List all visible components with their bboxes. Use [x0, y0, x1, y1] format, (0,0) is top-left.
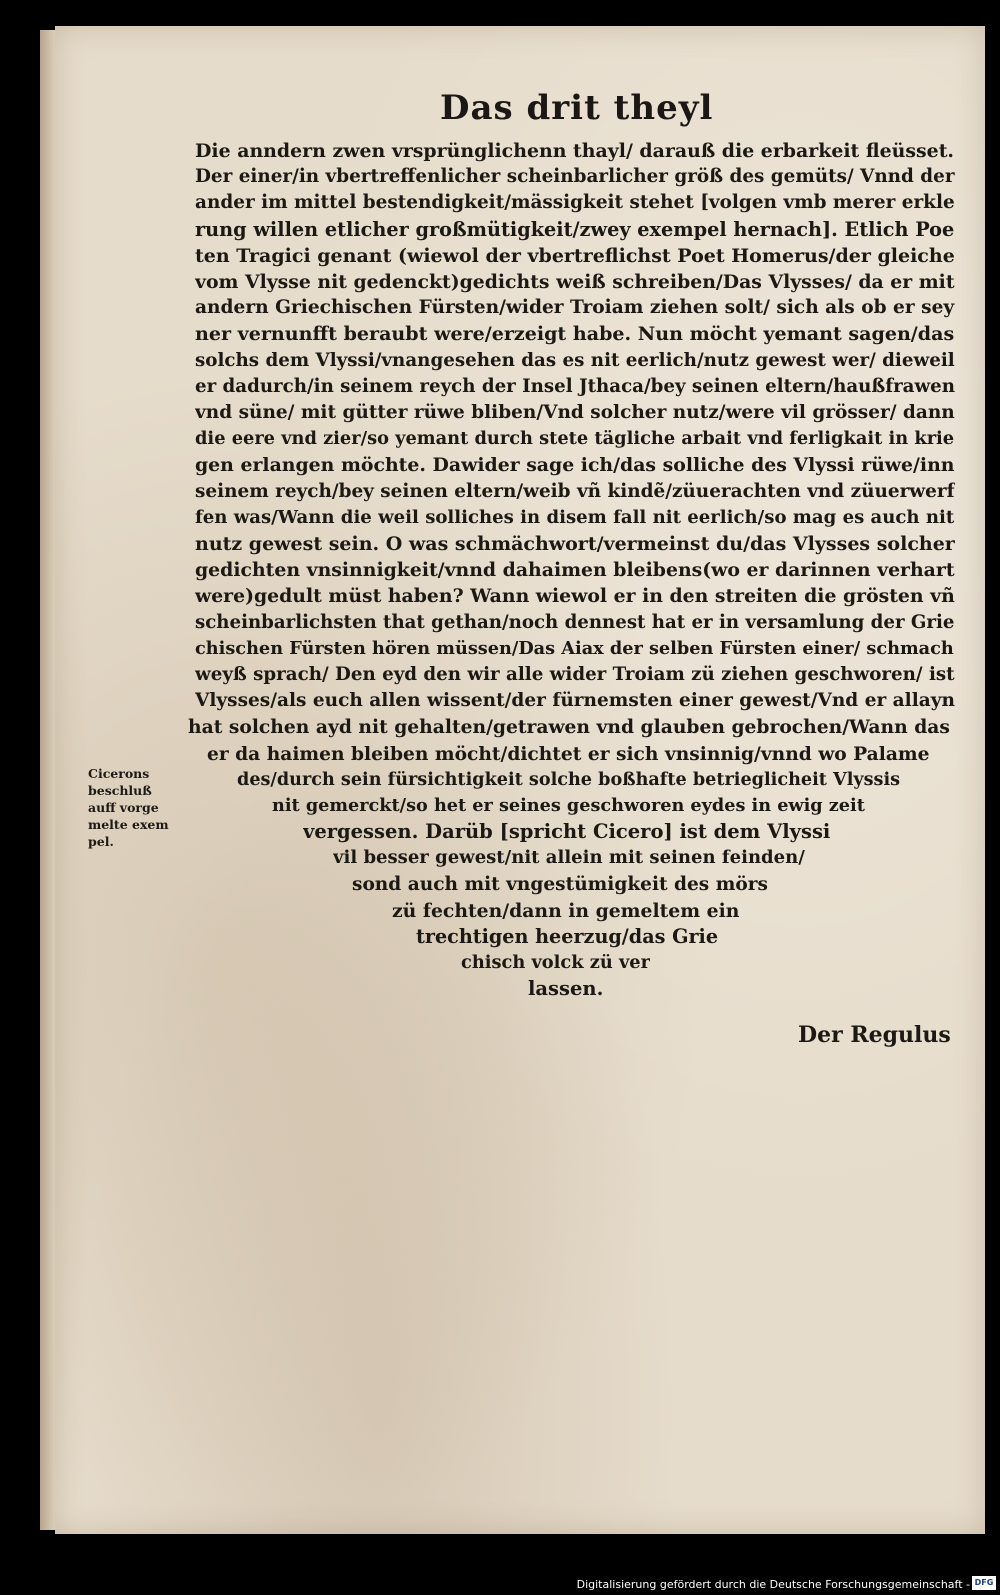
- text-line: vom Vlysse nit gedenckt)gedichts weiß schreiben/Das Vlysses/ da er mit: [195, 271, 955, 293]
- dfg-logo: DFG: [972, 1576, 996, 1590]
- text-line: des/durch sein fürsichtigkeit solche boßhafte betrieglicheit Vlyssis: [237, 768, 900, 790]
- marginal-note: [88, 765, 188, 850]
- text-line: rung willen etlicher großmütigkeit/zwey exempel hernach]. Etlich Poe: [195, 217, 955, 241]
- text-line: seinem reych/bey seinen eltern/weib vñ kindẽ/züuerachten vnd züuerwerf: [195, 480, 955, 502]
- catchword: Der Regulus: [798, 1022, 951, 1048]
- running-head: Das drit theyl: [440, 88, 714, 128]
- text-line: gedichten vnsinnigkeit/vnnd dahaimen bleibens(wo er darinnen verhart: [195, 559, 955, 582]
- text-line: die eere vnd zier/so yemant durch stete tägliche arbait vnd ferligkait in krie: [195, 428, 955, 450]
- text-line: gen erlangen möchte. Dawider sage ich/das solliche des Vlyssi rüwe/inn: [195, 454, 955, 477]
- text-line: ner vernunfft beraubt were/erzeigt habe. Nun möcht yemant sagen/das: [195, 323, 955, 346]
- text-line: er dadurch/in seinem reych der Insel Jthaca/bey seinen eltern/haußfrawen: [195, 375, 955, 397]
- text-line: Der einer/in vbertreffenlicher scheinbarlicher größ des gemüts/ Vnnd der: [195, 166, 955, 188]
- text-line: chischen Fürsten hören müssen/Das Aiax der selben Fürsten einer/ schmach: [195, 637, 954, 659]
- text-line: scheinbarlichsten that gethan/noch dennest hat er in versamlung der Grie: [195, 611, 955, 633]
- text-line: andern Griechischen Fürsten/wider Troiam ziehen solt/ sich als ob er sey: [195, 297, 955, 319]
- text-line: trechtigen heerzug/das Grie: [416, 925, 718, 948]
- text-line: vergessen. Darüb [spricht Cicero] ist dem Vlyssi: [303, 820, 831, 844]
- text-line: vnd süne/ mit gütter rüwe bliben/Vnd solcher nutz/were vil grösser/ dann: [195, 402, 955, 423]
- marginal-note-line: Cicerons: [88, 766, 150, 781]
- text-line: fen was/Wann die weil solliches in disem fall nit eerlich/so mag es auch nit: [195, 506, 955, 528]
- marginal-note-line: melte exem: [88, 817, 169, 832]
- marginal-note-line: beschluß: [88, 783, 152, 798]
- text-line: er da haimen bleiben möcht/dichtet er sich vnsinnig/vnnd wo Palame: [207, 742, 930, 765]
- text-line: ander im mittel bestendigkeit/mässigkeit stehet [volgen vmb merer erkle: [195, 192, 955, 214]
- text-line: sond auch mit vngestümigkeit des mörs: [352, 873, 768, 895]
- text-line: Die anndern zwen vrsprünglichenn thayl/ darauß die erbarkeit fleüsset.: [195, 140, 955, 162]
- text-line: chisch volck zü ver: [461, 952, 650, 974]
- text-line: solchs dem Vlyssi/vnangesehen das es nit eerlich/nutz gewest wer/ dieweil: [195, 349, 955, 371]
- text-line: lassen.: [528, 977, 604, 1001]
- text-line: nutz gewest sein. O was schmächwort/vermeinst du/das Vlysses solcher: [195, 533, 955, 555]
- text-line: weyß sprach/ Den eyd den wir alle wider Troiam zü ziehen geschworen/ ist: [195, 664, 955, 685]
- text-line: vil besser gewest/nit allein mit seinen feinden/: [333, 847, 805, 869]
- marginal-note-line: auff vorge: [88, 800, 159, 815]
- text-line: were)gedult müst haben? Wann wiewol er in den streiten die grösten vñ: [195, 585, 955, 608]
- marginal-note-line: pel.: [88, 834, 114, 849]
- text-line: hat solchen ayd nit gehalten/getrawen vnd glauben gebrochen/Wann das: [188, 716, 950, 739]
- text-line: nit gemerckt/so het er seines geschworen eydes in ewig zeit: [272, 795, 865, 816]
- footer-credit: Digitalisierung gefördert durch die Deutsche Forschungsgemeinschaft -: [576, 1578, 970, 1591]
- text-line: zü fechten/dann in gemeltem ein: [392, 899, 740, 922]
- text-line: Vlysses/als euch allen wissent/der fürnemsten einer gewest/Vnd er allayn: [195, 690, 955, 712]
- text-line: ten Tragici genant (wiewol der vbertreflichst Poet Homerus/der gleiche: [195, 244, 955, 267]
